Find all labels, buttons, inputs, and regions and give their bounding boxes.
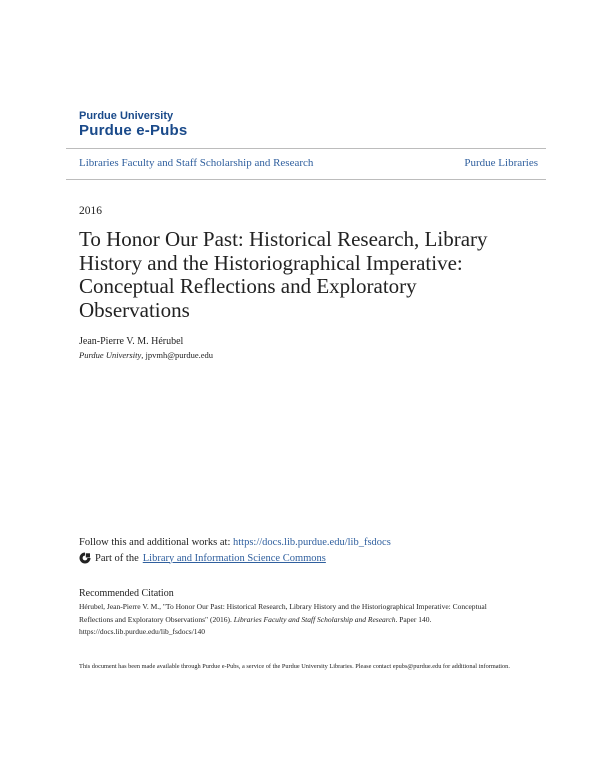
part-of-line [79,552,326,564]
publication-year: 2016 [79,205,102,217]
follow-line [79,537,391,548]
collection-link[interactable]: Libraries Faculty and Staff Scholarship and Research [79,157,314,169]
citation-url[interactable]: https://docs.lib.purdue.edu/lib_fsdocs/140 [79,627,206,636]
follow-prefix: Follow this and additional works at: [79,537,233,548]
citation-tail: . Paper 140. [395,614,432,624]
author-name: Jean-Pierre V. M. Hérubel [79,336,184,347]
part-of-prefix: Part of the [95,552,139,564]
affiliation-email: , jpvmh@purdue.edu [141,350,214,360]
paper-title: To Honor Our Past: Historical Research, Library History and the Historiographical Imperative: Conceptual Reflections and Exploratory Observations [79,227,488,322]
citation-text [79,601,519,639]
commons-link[interactable]: Library and Information Science Commons [142,552,326,564]
department-link[interactable]: Purdue Libraries [464,157,538,169]
citation-main: Hérubel, Jean-Pierre V. M., "To Honor Our Past: Historical Research, Library History and the Historiographical Imperative: Conceptual Reflections and Exploratory Observations" (2016). [79,602,487,624]
disclaimer-text: This document has been made available through Purdue e-Pubs, a service of the Purdue University Libraries. Please contact epubs@purdue.edu for additional information. [79,663,510,670]
citation-series: Libraries Faculty and Staff Scholarship and Research [233,614,396,624]
citation-heading: Recommended Citation [79,588,174,599]
divider-bottom [66,179,546,180]
affiliation-institution: Purdue University [79,350,142,360]
repository-name[interactable]: Purdue e-Pubs [79,122,188,139]
follow-url-link[interactable]: https://docs.lib.purdue.edu/lib_fsdocs [233,537,391,548]
commons-logo-icon [79,552,91,564]
institution-name: Purdue University [79,110,174,122]
author-affiliation [79,350,213,360]
divider-top [66,148,546,149]
